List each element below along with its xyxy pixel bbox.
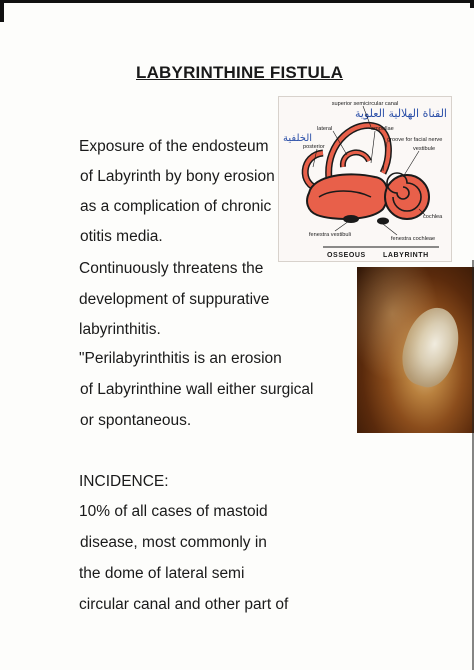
page-edge-mark: [0, 0, 4, 22]
label-fenestra-vestibuli: fenestra vestibuli: [309, 232, 351, 238]
body-line: otitis media.: [80, 228, 163, 245]
label-fenestra-cochleae: fenestra cochleae: [391, 236, 436, 242]
label-superior-canal: superior semicircular canal: [331, 101, 399, 107]
label-ampullae: ampullae: [371, 126, 394, 132]
body-line: "Perilabyrinthitis is an erosion: [79, 350, 282, 367]
fenestra-cochleae-shape: [377, 218, 389, 225]
page-edge: [0, 0, 474, 3]
caption-labyrinth: LABYRINTH: [383, 252, 429, 259]
body-line: disease, most commonly in: [80, 534, 267, 551]
otoscopic-photo: [357, 267, 474, 433]
body-line: 10% of all cases of mastoid: [79, 503, 268, 520]
osseous-labyrinth-diagram: [278, 96, 452, 262]
caption-osseous: OSSEOUS: [327, 252, 366, 259]
label-posterior: posterior: [303, 144, 325, 150]
body-line: labyrinthitis.: [79, 321, 161, 338]
handwriting-top: القناة الهلالية العلوية: [354, 107, 447, 120]
page-title: LABYRINTHINE FISTULA: [136, 63, 344, 82]
body-line: the dome of lateral semi: [79, 565, 245, 582]
page-edge-mark: [470, 0, 474, 8]
handwriting-left: الخلفية: [283, 133, 313, 144]
photo-glare: [357, 267, 474, 433]
body-line: Continuously threatens the: [79, 260, 264, 277]
body-line: development of suppurative: [79, 291, 270, 308]
section-heading-incidence: INCIDENCE:: [79, 473, 169, 490]
body-line: Exposure of the endosteum: [79, 138, 269, 155]
body-line: of Labyrinth by bony erosion: [80, 168, 275, 185]
body-line: of Labyrinthine wall either surgical: [80, 381, 314, 398]
label-cochlea: cochlea: [423, 214, 443, 220]
body-line: as a complication of chronic: [80, 198, 272, 215]
fenestra-vestibuli-shape: [343, 215, 359, 223]
label-lateral: lateral: [317, 126, 333, 132]
label-vestibule: vestibule: [413, 146, 436, 152]
label-groove-facial-nerve: groove for facial nerve: [387, 137, 443, 143]
body-line: or spontaneous.: [80, 412, 192, 429]
body-line: circular canal and other part of: [79, 596, 289, 613]
